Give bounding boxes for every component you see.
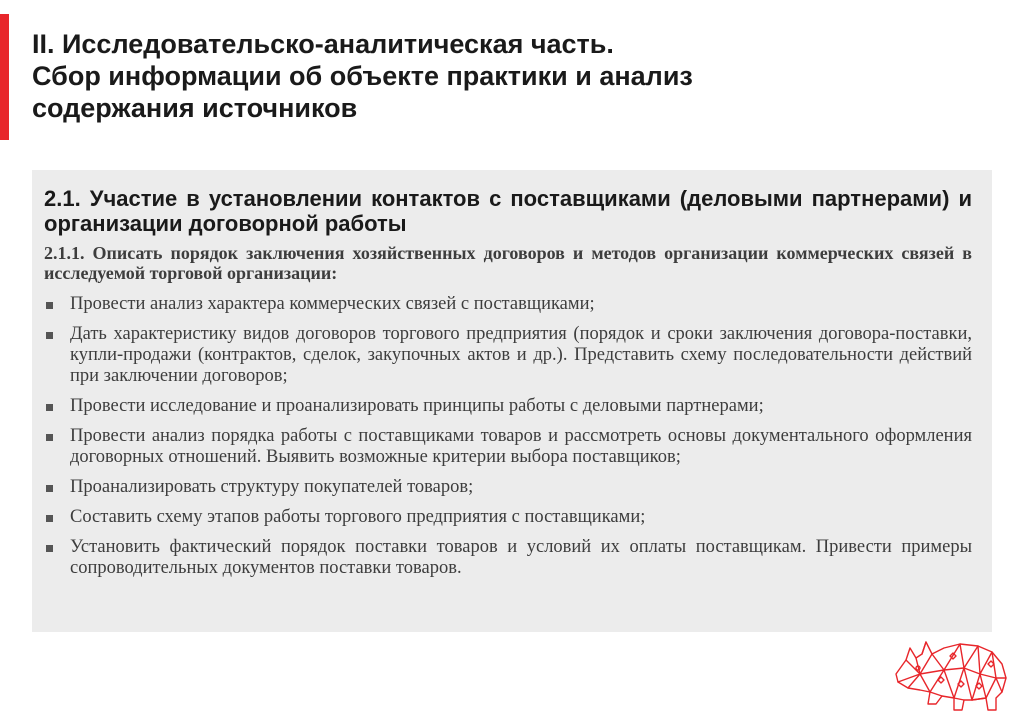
content-panel <box>32 170 992 632</box>
accent-bar <box>0 14 9 140</box>
rhinoceros-logo-icon <box>892 634 1012 714</box>
square-bullet-icon <box>46 332 53 339</box>
task-text: Составить схему этапов работы торгового предприятия с поставщиками; <box>70 507 646 527</box>
square-bullet-icon <box>46 434 53 441</box>
slide-title-line: содержания источников <box>32 93 358 123</box>
task-list-item <box>44 396 972 417</box>
task-text: Провести анализ характера коммерческих связей с поставщиками; <box>70 294 595 314</box>
task-text: Проанализировать структуру покупателей товаров; <box>70 477 474 497</box>
task-list-item <box>44 507 972 528</box>
sub-task-heading: 2.1.1. Описать порядок заключения хозяйственных договоров и методов организации коммерческих связей в исследуемой торговой организации: <box>44 243 972 283</box>
task-text: Провести исследование и проанализировать принципы работы с деловыми партнерами; <box>70 396 764 416</box>
square-bullet-icon <box>46 404 53 411</box>
section-heading: 2.1. Участие в установлении контактов с поставщиками (деловыми партнерами) и организации договорной работы <box>44 186 972 236</box>
slide-title-line: II. Исследовательско-аналитическая часть. <box>32 29 614 59</box>
task-list-item <box>44 537 972 579</box>
slide-title-line: Сбор информации об объекте практики и анализ <box>32 61 693 91</box>
square-bullet-icon <box>46 515 53 522</box>
task-list-item <box>44 294 972 315</box>
square-bullet-icon <box>46 485 53 492</box>
task-text: Дать характеристику видов договоров торгового предприятия (порядок и сроки заключения договора-поставки, купли-продажи (контрактов, сделок, закупочных актов и др.). Представить схему последовательности действий при заключении договоров; <box>70 324 972 386</box>
square-bullet-icon <box>46 545 53 552</box>
task-list-item <box>44 426 972 468</box>
task-list <box>44 294 972 588</box>
task-list-item <box>44 477 972 498</box>
task-list-item <box>44 324 972 387</box>
task-text: Провести анализ порядка работы с поставщиками товаров и рассмотреть основы документального оформления договорных отношений. Выявить возможные критерии выбора поставщиков; <box>70 426 972 467</box>
task-text: Установить фактический порядок поставки товаров и условий их оплаты поставщикам. Привести примеры сопроводительных документов поставки товаров. <box>70 537 972 578</box>
slide-title <box>32 28 952 124</box>
square-bullet-icon <box>46 302 53 309</box>
